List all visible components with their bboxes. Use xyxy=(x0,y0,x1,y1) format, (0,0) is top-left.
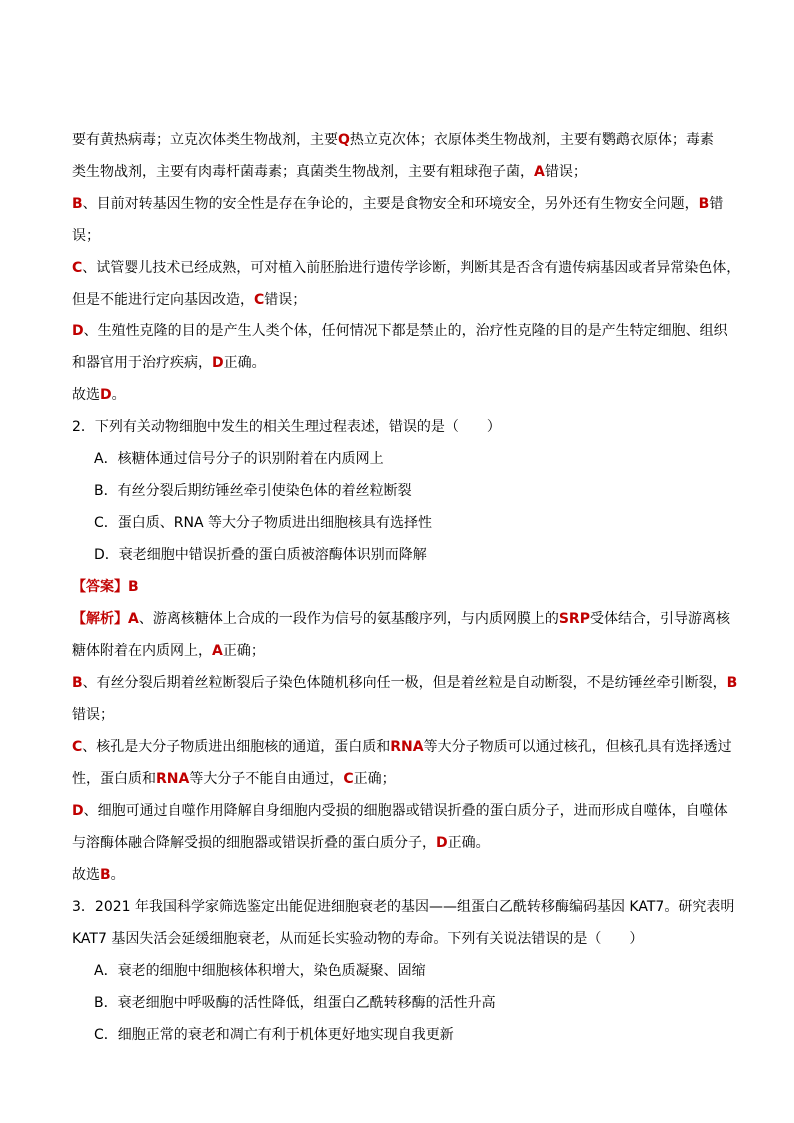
q3-option-b xyxy=(94,994,754,1012)
q2-option-b xyxy=(94,482,754,500)
q3-stem-line-2 xyxy=(72,930,732,948)
text: D xyxy=(100,387,112,403)
text: B．有丝分裂后期纺锤丝牵引使染色体的着丝粒断裂 xyxy=(94,483,412,499)
q2-option-c xyxy=(94,514,754,532)
answer-label: 【答案】 xyxy=(72,579,128,595)
q1-selection xyxy=(72,386,732,404)
text: Q xyxy=(338,132,350,148)
text: 等大分子物质可以通过核孔，但核孔具有选择透过 xyxy=(423,739,732,755)
q2-analysis-c-line-2 xyxy=(72,770,732,788)
answer-value: B xyxy=(128,579,139,595)
text: 正确； xyxy=(353,771,396,787)
text: B xyxy=(72,196,83,212)
text: 、目前对转基因生物的安全性是存在争论的，主要是食物安全和环境安全，另外还有生物安全问题， xyxy=(82,196,699,212)
text: 、试管婴儿技术已经成熟，可对植入前胚胎进行遗传学诊断，判断其是否含有遗传病基因或者异常染色体， xyxy=(82,260,741,276)
q1-analysis-b-line-2 xyxy=(72,227,732,245)
text: 3．2021 年我国科学家筛选鉴定出能促进细胞衰老的基因——组蛋白乙酰转移酶编码基因 KAT7。研究表明 xyxy=(72,899,735,915)
text: 、细胞可通过自噬作用降解自身细胞内受损的细胞器或错误折叠的蛋白质分子，进而形成自噬体，自噬体 xyxy=(83,803,728,819)
text: B xyxy=(698,196,710,212)
text: 、生殖性克隆的目的是产生人类个体，任何情况下都是禁止的，治疗性克隆的目的是产生特定细胞、组织 xyxy=(83,323,728,339)
q3-stem-line-1 xyxy=(72,898,735,916)
text: 故选 xyxy=(72,867,100,883)
text: 和器官用于治疗疾病， xyxy=(72,355,212,371)
q2-analysis-line-1 xyxy=(72,610,732,628)
q2-analysis-b-line-2 xyxy=(72,706,732,724)
text: KAT7 基因失活会延缓细胞衰老，从而延长实验动物的寿命。下列有关说法错误的是（ ） xyxy=(72,931,644,947)
text: 类生物战剂，主要有肉毒杆菌毒素；真菌类生物战剂，主要有粗球孢子菌， xyxy=(72,164,534,180)
q2-analysis-c-line-1 xyxy=(72,738,732,756)
q3-option-c xyxy=(94,1026,754,1044)
text: C xyxy=(72,739,83,755)
text: 错 xyxy=(709,196,724,212)
text: 。 xyxy=(110,867,125,883)
q1-analysis-b-line-1 xyxy=(72,195,732,213)
text: A xyxy=(128,611,139,627)
q1-analysis-d-line-1 xyxy=(72,322,732,340)
q1-analysis-line-1 xyxy=(72,131,732,149)
text: 、有丝分裂后期着丝粒断裂后子染色体随机移向任一极，但是着丝粒是自动断裂，不是纺锤丝牵引断裂， xyxy=(82,675,727,691)
text: A．核糖体通过信号分子的识别附着在内质网上 xyxy=(94,451,384,467)
text: C．蛋白质、RNA 等大分子物质进出细胞核具有选择性 xyxy=(94,515,433,531)
text: 正确。 xyxy=(447,835,490,851)
text: 但是不能进行定向基因改造， xyxy=(72,292,254,308)
q2-option-a xyxy=(94,450,754,468)
text: D xyxy=(212,355,224,371)
text: 正确； xyxy=(222,643,265,659)
text: C xyxy=(72,260,83,276)
q2-option-d xyxy=(94,546,754,564)
text: B xyxy=(100,867,111,883)
text: 。 xyxy=(111,387,126,403)
q2-analysis-d-line-2 xyxy=(72,834,732,852)
q2-analysis-b-line-1 xyxy=(72,674,738,692)
text: 受体结合，引导游离核 xyxy=(589,611,730,627)
text: SRP xyxy=(558,611,590,627)
text: 错误； xyxy=(264,292,307,308)
text: 误； xyxy=(72,228,100,244)
text: 、核孔是大分子物质进出细胞核的通道，蛋白质和 xyxy=(82,739,391,755)
text: RNA xyxy=(390,739,424,755)
text: A．衰老的细胞中细胞核体积增大，染色质凝聚、固缩 xyxy=(94,963,426,979)
text: C xyxy=(254,292,265,308)
text: 糖体附着在内质网上， xyxy=(72,643,212,659)
text: 等大分子不能自由通过， xyxy=(189,771,344,787)
text: 要有黄热病毒；立克次体类生物战剂，主要 xyxy=(72,132,338,148)
text: B xyxy=(726,675,738,691)
q2-stem xyxy=(72,418,732,436)
text: 性，蛋白质和 xyxy=(72,771,156,787)
text: 正确。 xyxy=(223,355,266,371)
q1-analysis-c-line-1 xyxy=(72,259,741,277)
q1-analysis-line-2 xyxy=(72,163,732,181)
text: D xyxy=(72,803,84,819)
text: D xyxy=(436,835,448,851)
q2-analysis-d-line-1 xyxy=(72,802,732,820)
text: 错误； xyxy=(544,164,587,180)
q3-option-a xyxy=(94,962,754,980)
q1-analysis-d-line-2 xyxy=(72,354,732,372)
q2-answer xyxy=(72,578,732,596)
text: RNA xyxy=(156,771,190,787)
q2-selection xyxy=(72,866,732,884)
text: 错误； xyxy=(72,707,114,723)
q1-analysis-c-line-2 xyxy=(72,291,732,309)
text: B xyxy=(72,675,83,691)
text: 、游离核糖体上合成的一段作为信号的氨基酸序列，与内质网膜上的 xyxy=(138,611,559,627)
text: B．衰老细胞中呼吸酶的活性降低，组蛋白乙酰转移酶的活性升高 xyxy=(94,995,496,1011)
text: C．细胞正常的衰老和凋亡有利于机体更好地实现自我更新 xyxy=(94,1027,454,1043)
text: 故选 xyxy=(72,387,100,403)
text: 2．下列有关动物细胞中发生的相关生理过程表述，错误的是（ ） xyxy=(72,419,501,435)
analysis-label: 【解析】 xyxy=(72,611,128,627)
text: A xyxy=(212,643,223,659)
text: A xyxy=(534,164,545,180)
text: 热立克次体；衣原体类生物战剂，主要有鹦鹉衣原体；毒素 xyxy=(349,132,714,148)
text: C xyxy=(343,771,354,787)
text: D．衰老细胞中错误折叠的蛋白质被溶酶体识别而降解 xyxy=(94,547,427,563)
text: 与溶酶体融合降解受损的细胞器或错误折叠的蛋白质分子， xyxy=(72,835,436,851)
text: D xyxy=(72,323,84,339)
q2-analysis-line-2 xyxy=(72,642,732,660)
